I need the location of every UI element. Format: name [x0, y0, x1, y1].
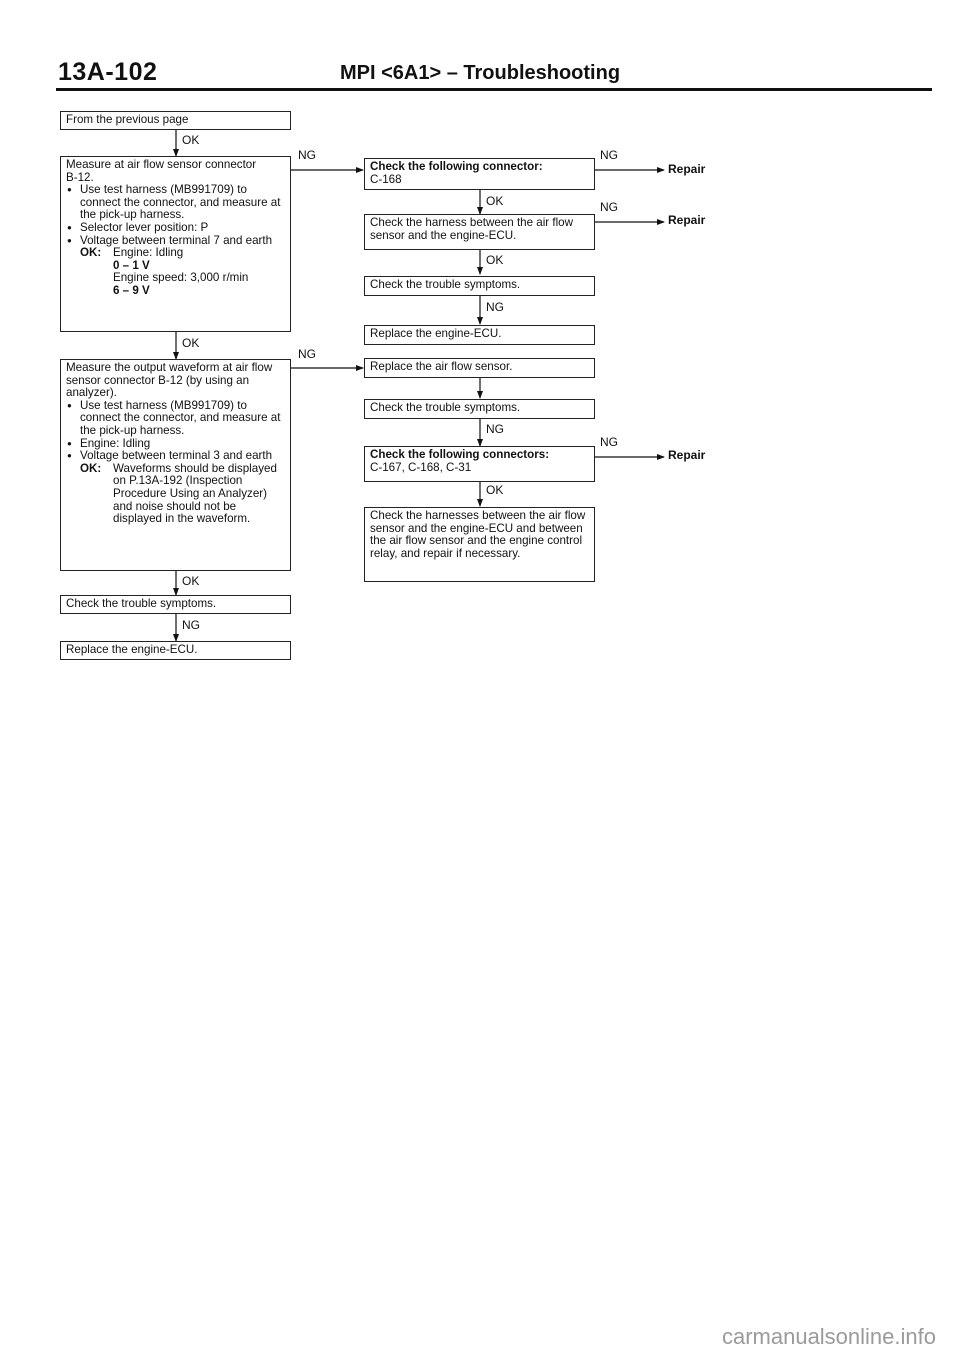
measure-waveform-bullet: ● Voltage between terminal 3 and earth	[66, 450, 285, 463]
measure-sensor-bullet: ● Use test harness (MB991709) to connect the connector, and measure at the pick-up harness.	[66, 184, 285, 222]
measure-sensor-bullet: ● Voltage between terminal 7 and earth	[66, 235, 285, 248]
measure-sensor-bullets	[66, 184, 285, 247]
check-connector-c168-box	[364, 158, 595, 190]
ok-label-1: OK	[182, 133, 200, 147]
ok-label-a: OK	[486, 194, 504, 208]
repair-label-a: Repair	[668, 162, 706, 176]
ok-spec-line: Engine speed: 3,000 r/min	[113, 271, 249, 285]
ng-label-2: NG	[298, 347, 316, 361]
check-trouble-symptoms-box-left	[60, 595, 291, 614]
replace-engine-ecu-box-right	[364, 325, 595, 345]
check-trouble-symptoms-text: Check the trouble symptoms.	[370, 401, 521, 414]
replace-air-flow-sensor-text: Replace the air flow sensor.	[370, 360, 513, 373]
ng-label-3: NG	[182, 618, 200, 632]
check-connector-title: Check the following connector:	[370, 160, 543, 173]
check-trouble-symptoms-text: Check the trouble symptoms.	[370, 278, 521, 291]
replace-engine-ecu-text: Replace the engine-ECU.	[66, 643, 198, 656]
page-number: 13A-102	[58, 58, 158, 86]
replace-engine-ecu-box-left	[60, 641, 291, 660]
ok-spec-label: OK:	[80, 461, 102, 475]
measure-waveform-box	[60, 359, 291, 571]
page-title: MPI <6A1> – Troubleshooting	[340, 62, 621, 84]
measure-waveform-line1: Measure the output waveform at air flow sensor connector B-12 (by using an analyzer).	[66, 361, 273, 400]
replace-air-flow-sensor-box	[364, 358, 595, 378]
ok-label-c: OK	[486, 483, 504, 497]
check-connectors-title: Check the following connectors:	[370, 448, 550, 461]
ng-label-b: NG	[600, 200, 618, 214]
measure-sensor-line1: Measure at air flow sensor connector	[66, 158, 257, 171]
check-connector-id: C-168	[370, 172, 402, 186]
ok-spec-line: 0 – 1 V	[113, 258, 150, 272]
ok-spec-line: 6 – 9 V	[113, 283, 150, 297]
measure-waveform-bullet: ● Use test harness (MB991709) to connect the connector, and measure at the pick-up harness.	[66, 400, 285, 438]
check-trouble-symptoms-box-right-bottom	[364, 399, 595, 419]
measure-waveform-ok-spec	[66, 463, 285, 526]
measure-sensor-connector-box	[60, 156, 291, 332]
check-connectors-box	[364, 446, 595, 482]
measure-sensor-line2: B-12.	[66, 170, 94, 184]
from-previous-page-box	[60, 111, 291, 130]
check-harnesses-text: Check the harnesses between the air flow sensor and the engine-ECU and between the air flow sensor and the engine control relay, and repair if necessary.	[370, 509, 586, 560]
ok-spec-label: OK:	[80, 246, 102, 260]
check-harnesses-box	[364, 507, 595, 582]
ok-spec-text: Waveforms should be displayed on P.13A-192 (Inspection Procedure Using an Analyzer) and noise should not be displayed in the waveform.	[113, 461, 277, 526]
ng-label-1: NG	[298, 148, 316, 162]
ok-spec-line: Engine: Idling	[113, 246, 184, 260]
measure-sensor-ok-spec	[66, 247, 285, 297]
check-trouble-symptoms-box-right-top	[364, 276, 595, 296]
repair-label-c: Repair	[668, 448, 706, 462]
ng-label-e: NG	[600, 435, 618, 449]
ok-label-3: OK	[182, 574, 200, 588]
measure-waveform-bullet: ● Engine: Idling	[66, 438, 285, 451]
watermark: carmanualsonline.info	[721, 1324, 936, 1349]
ng-label-d: NG	[486, 422, 504, 436]
ok-label-2: OK	[182, 336, 200, 350]
ng-label-a: NG	[600, 148, 618, 162]
from-previous-page-text: From the previous page	[66, 113, 189, 126]
measure-waveform-bullets	[66, 400, 285, 463]
measure-sensor-bullet: ● Selector lever position: P	[66, 222, 285, 235]
ok-label-b: OK	[486, 253, 504, 267]
check-harness-text: Check the harness between the air flow sensor and the engine-ECU.	[370, 216, 574, 242]
repair-label-b: Repair	[668, 213, 706, 227]
replace-engine-ecu-text: Replace the engine-ECU.	[370, 327, 502, 340]
ng-label-c: NG	[486, 300, 504, 314]
check-connectors-ids: C-167, C-168, C-31	[370, 460, 472, 474]
check-trouble-symptoms-text: Check the trouble symptoms.	[66, 597, 217, 610]
check-harness-box	[364, 214, 595, 250]
